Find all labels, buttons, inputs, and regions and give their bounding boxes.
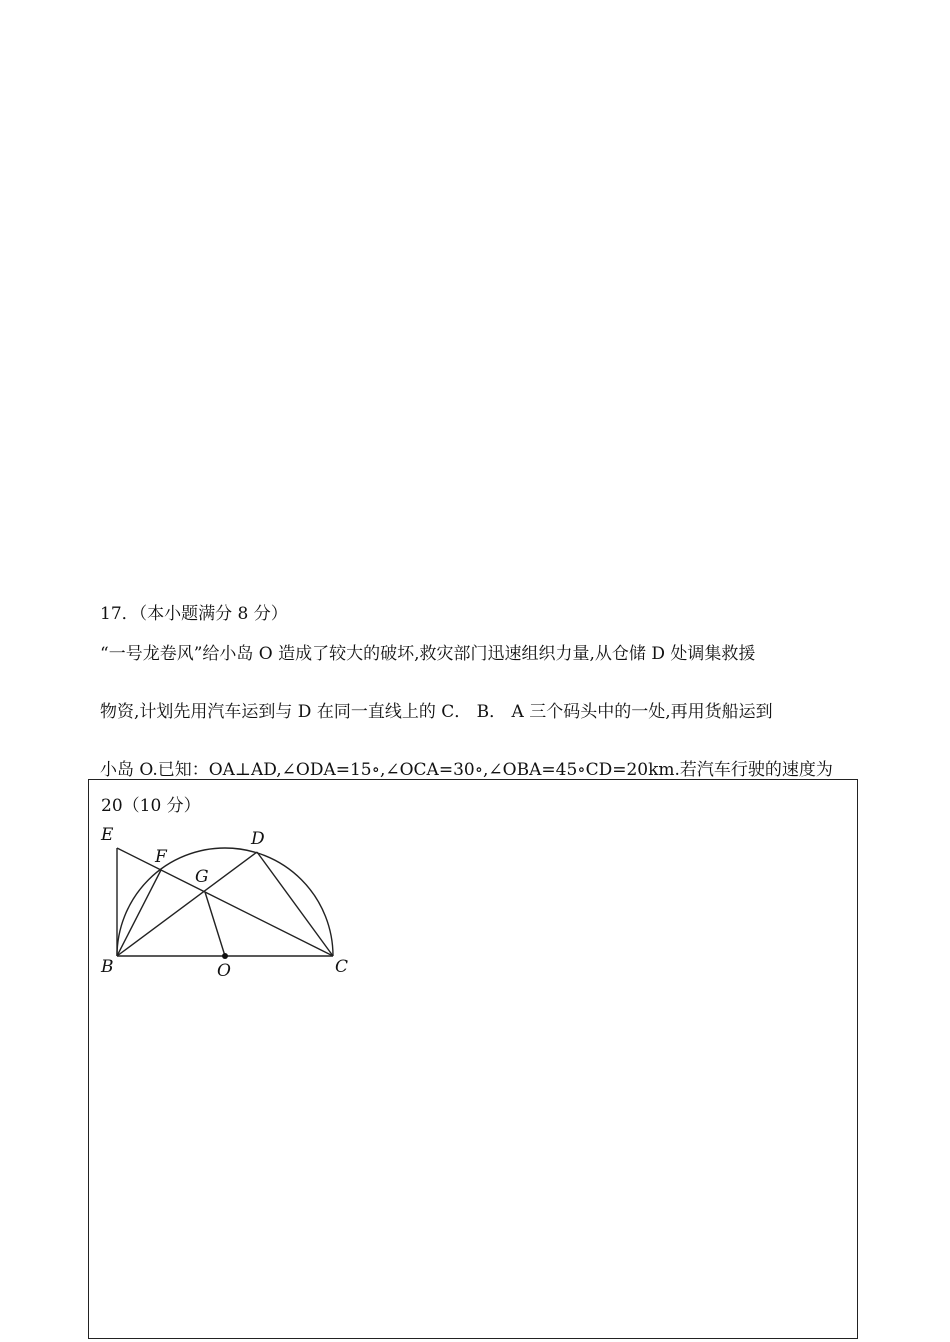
label-B: B (101, 957, 114, 977)
segment-BD (117, 852, 257, 956)
segment-GO (205, 892, 225, 956)
label-D: D (251, 829, 265, 849)
segment-DC (257, 852, 333, 956)
label-E: E (101, 825, 114, 845)
point-O-dot (222, 953, 228, 959)
question-20-heading: 20（10 分） (101, 796, 201, 816)
question-17-text-line-3: 小岛 O.已知：OA⊥AD,∠ODA=15∘,∠OCA=30∘,∠OBA=45∘CD=20km.若汽车行驶的速度为 (100, 760, 833, 780)
label-C: C (335, 957, 349, 977)
geometry-figure (97, 822, 367, 982)
question-17-text-line-1: “一号龙卷风”给小岛 O 造成了较大的破坏,救灾部门迅速组织力量,从仓储 D 处调集救援 (100, 644, 756, 664)
segment-BF (117, 870, 161, 956)
label-G: G (195, 867, 209, 887)
label-F: F (155, 847, 167, 867)
segment-EC (117, 848, 333, 956)
question-17-heading: 17．（本小题满分 8 分） (100, 604, 288, 624)
label-O: O (217, 961, 231, 981)
answer-box (88, 779, 858, 1339)
question-17-text-line-2: 物资,计划先用汽车运到与 D 在同一直线上的 C． B． A 三个码头中的一处,再用货船运到 (100, 702, 773, 722)
